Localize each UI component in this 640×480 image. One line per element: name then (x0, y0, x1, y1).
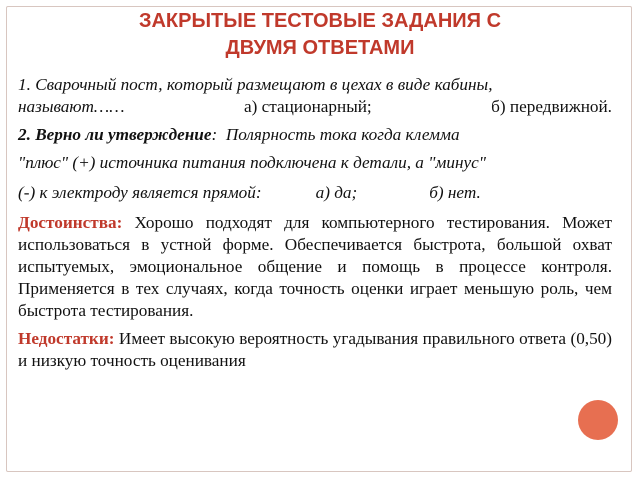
question-1-option-b: б) передвижной. (491, 97, 612, 116)
decorative-circle (578, 400, 618, 440)
advantages-block (18, 212, 612, 322)
question-1-option-a: а) стационарный; (243, 97, 372, 116)
question-1 (18, 74, 612, 118)
title-line-1: ЗАКРЫТЫЕ ТЕСТОВЫЕ ЗАДАНИЯ С (138, 10, 502, 32)
disadvantages-block (18, 328, 612, 372)
question-2-option-a: а) да; (315, 183, 358, 202)
question-1-text-end: называют…… (18, 97, 125, 116)
question-2-text-3: (-) к электроду является прямой: (18, 183, 262, 202)
question-2-text-2: "плюс" (+) источника питания подключена к детали, а "минус" (18, 153, 486, 172)
question-2-option-b: б) нет. (429, 183, 481, 202)
question-2-colon: : (211, 125, 218, 144)
question-2-text-1: Полярность тока когда клемма (225, 125, 460, 144)
title-line-2: ДВУМЯ ОТВЕТАМИ (225, 37, 415, 59)
advantages-text: Хорошо подходят для компьютерного тестирования. Может использоваться в устной форме. Обеспечивается быстрота, большой охват испытуемых, эмоциональное общение и помощь в процессе контроля. Применяется в тех случаях, когда точность оценки играет меньшую роль, чем быстрота тестирования. (18, 213, 612, 320)
disadvantages-label: Недостатки: (18, 329, 115, 348)
disadvantages-text: Имеет высокую вероятность угадывания правильного ответа (0,50) и низкую точность оценивания (18, 329, 613, 370)
slide-title (0, 8, 640, 62)
question-1-text: 1. Сварочный пост, который размещают в цехах в виде кабины, (18, 75, 493, 94)
slide-content (18, 74, 612, 378)
advantages-label: Достоинства: (18, 213, 123, 232)
question-2-answers-line (18, 182, 612, 204)
question-2 (18, 124, 612, 204)
question-2-label: 2. Верно ли утверждение (18, 125, 212, 144)
question-1-answers-line (18, 96, 612, 118)
